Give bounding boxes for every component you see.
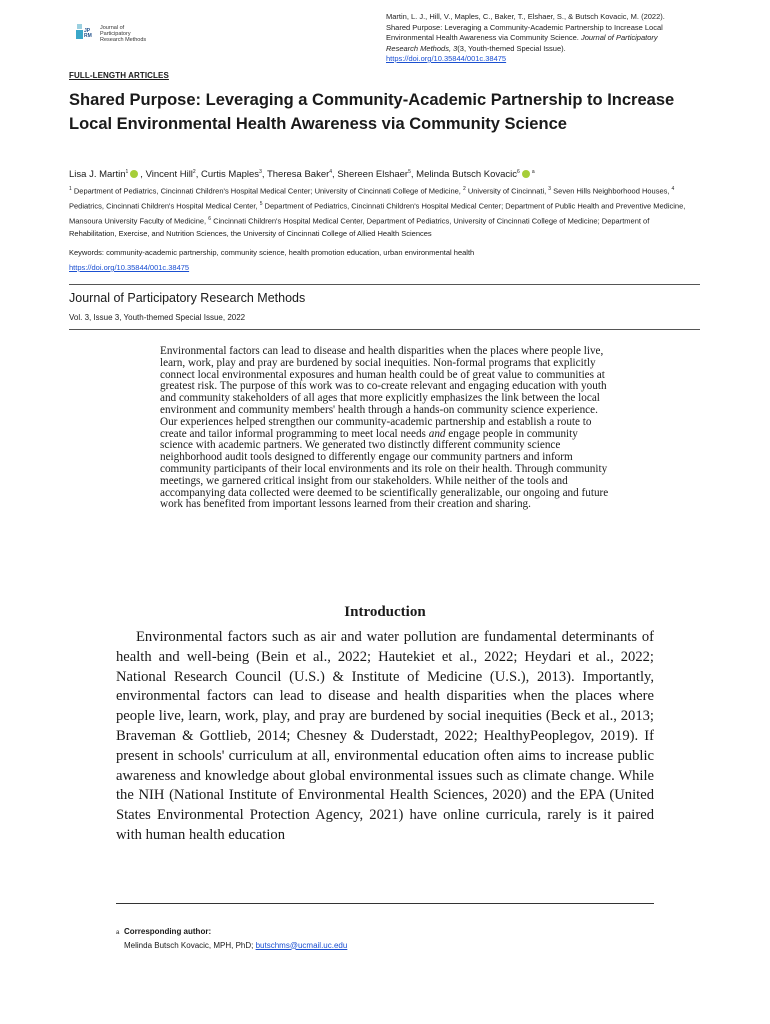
affiliation-text: Pediatrics, Cincinnati Children's Hospital Medical Center, bbox=[69, 201, 260, 211]
footnote-label: Corresponding author: bbox=[124, 927, 212, 936]
journal-name: Journal of Participatory Research Methods bbox=[69, 291, 306, 305]
abstract-text: Environmental factors can lead to disease and health disparities when the places where people live, learn, work, play and pray are burdened by social inequities. Non-formal programs that explicitly connect local environmental exposures and human health could be of great value to communities at greatest risk. The purpose of this work was to co-create relevant and engaging education with youth and community stakeholders of all ages that more explicitly emphasizes the link between the local environment and community members' health through a hands-on community science experience. Our experiences helped strengthen our community-academic partnership and establish a route to create and tailor informal programming to meet local needs bbox=[160, 345, 607, 440]
author-name: Vincent Hill bbox=[145, 169, 193, 181]
logo-text-line: Journal of bbox=[100, 25, 125, 31]
email-link[interactable]: butschms@ucmail.uc.edu bbox=[255, 940, 348, 950]
citation-text: (3, Youth-themed Special Issue). bbox=[457, 43, 566, 53]
author-affiliation-sup: 6 bbox=[517, 169, 520, 175]
citation-journal: Research Methods, 3 bbox=[386, 43, 458, 53]
author-affiliation-sup: 5 bbox=[408, 169, 411, 175]
logo-mark-text: JP RM bbox=[84, 28, 92, 39]
affiliation-text: Seven Hills Neighborhood Houses, bbox=[551, 186, 672, 196]
citation-line bbox=[386, 44, 686, 55]
author-name: Lisa J. Martin bbox=[69, 169, 126, 181]
citation-line: Shared Purpose: Leveraging a Community-Academic Partnership to Increase Local bbox=[386, 22, 663, 32]
article-title: Shared Purpose: Leveraging a Community-Academic Partnership to Increase Local Environmental Health Awareness via Community Science bbox=[69, 91, 675, 133]
orcid-icon[interactable] bbox=[522, 170, 530, 178]
affiliation-sup: 3 bbox=[548, 186, 552, 192]
affiliation-text: Cincinnati Children's Hospital Medical Center, Department of Pediatrics, University of Cincinnati College of Medicine; Department of Rehabilitation, Exercise, and Nutrition Sciences, the University of Cincinnati College of Allied Health Sciences bbox=[69, 216, 650, 239]
author-list: Lisa J. Martin$^1$ , Vincent Hill$^2$, Curtis Maples$^3$, Theresa Baker$^4$, Shereen Elshaer$^5$, Melinda Butsch Kovacic$^6$ $^a$ bbox=[69, 169, 535, 181]
affiliation-sup: 1 bbox=[69, 186, 72, 192]
footnote bbox=[116, 926, 347, 951]
affiliation-sup: 4 bbox=[671, 186, 675, 192]
section-tag[interactable]: FULL-LENGTH ARTICLES bbox=[69, 71, 169, 80]
journal-issue: Vol. 3, Issue 3, Youth-themed Special Issue, 2022 bbox=[69, 313, 246, 322]
divider bbox=[69, 329, 700, 330]
logo-text bbox=[100, 25, 146, 43]
author-affiliation-sup: 1 bbox=[125, 169, 129, 175]
journal-logo-mark bbox=[76, 20, 96, 42]
citation-block bbox=[386, 12, 686, 65]
affiliation-text: Department of Pediatrics, Cincinnati Children's Hospital Medical Center; Department of Public Health and Preventive Medicine, Mansoura University Faculty of Medicine, bbox=[69, 201, 686, 226]
abstract bbox=[160, 346, 612, 511]
footnote-mark: a bbox=[116, 930, 120, 936]
corresponding-mark: a bbox=[531, 169, 535, 175]
author-affiliation-sup: 2 bbox=[192, 169, 196, 175]
author-affiliation-sup: 3 bbox=[259, 169, 262, 175]
author-name: Theresa Baker bbox=[266, 169, 330, 181]
logo-text-line: Research Methods bbox=[100, 37, 147, 43]
author-name: Curtis Maples bbox=[200, 169, 260, 181]
author-name: Shereen Elshaer bbox=[337, 169, 409, 181]
affiliation-text: Department of Pediatrics, Cincinnati Children's Hospital Medical Center; University of Cincinnati College of Medicine, bbox=[71, 186, 463, 196]
citation-doi-link[interactable]: https://doi.org/10.35844/001c.38475 bbox=[386, 54, 507, 63]
affiliation-sup: 6 bbox=[208, 216, 211, 223]
affiliation-sup: 2 bbox=[462, 186, 466, 192]
citation-text: Environmental Health Awareness via Community Science. bbox=[386, 33, 581, 42]
abstract-text: engage people in community science with academic partners. We generated two distinctly different community science neighborhood audit tools designed to differently engage our community partners and inform community participants of their local environments and its role on their health. Through community meetings, we garnered critical insight from our stakeholders. While neither of the tools and accompanying data collected were deemed to be scientifically generalizable, our ongoing and future work has benefited from important lessons learned from their creation and sharing. bbox=[160, 427, 609, 511]
journal-logo bbox=[76, 20, 146, 43]
affiliation-text: University of Cincinnati, bbox=[465, 186, 549, 196]
author-affiliation-sup: 4 bbox=[329, 169, 333, 175]
keywords: Keywords: community-academic partnership, community science, health promotion education, urban environmental health bbox=[69, 248, 475, 257]
affiliations bbox=[69, 183, 697, 241]
section-heading: Introduction bbox=[344, 604, 426, 620]
body-paragraph: Environmental factors such as air and water pollution are fundamental determinants of health and well-being (Bein et al., 2022; Hautekiet et al., 2022; Heydari et al., 2022; National Research Council (U.S.) & Institute of Medicine (U.S.), 2013). Importantly, environmental factors can lead to disease and health disparities when the places where people live, learn, work, play, and pray are burdened by social inequities (Beck et al., 2013; Braveman & Gottlieb, 2014; Chesney & Duderstadt, 2022; HealthyPeoplegov, 2019). If present in schools' curriculum at all, environmental education often aims to increase public awareness and knowledge about global environmental issues such as climate change. While the NIH (National Institute of Environmental Health Sciences, 2020) and the EPA (United States Environmental Protection Agency, 2021) have online curricula, rarely is it paired with human health education bbox=[116, 629, 654, 843]
affiliation-sup: 5 bbox=[259, 201, 263, 208]
doi-link[interactable]: https://doi.org/10.35844/001c.38475 bbox=[69, 263, 190, 272]
author-name: Melinda Butsch Kovacic bbox=[416, 169, 518, 181]
orcid-icon[interactable] bbox=[130, 170, 138, 178]
citation-line bbox=[386, 33, 686, 44]
logo-text-line: Participatory bbox=[100, 31, 131, 37]
footnote-contact: Melinda Butsch Kovacic, MPH, PhD; bbox=[124, 940, 256, 950]
citation-journal: Journal of Participatory bbox=[580, 33, 658, 42]
divider bbox=[69, 284, 700, 285]
citation-line: Martin, L. J., Hill, V., Maples, C., Baker, T., Elshaer, S., & Butsch Kovacic, M. (2022). bbox=[386, 12, 665, 21]
abstract-emphasis: and bbox=[428, 427, 446, 440]
footnote-divider bbox=[116, 903, 654, 904]
